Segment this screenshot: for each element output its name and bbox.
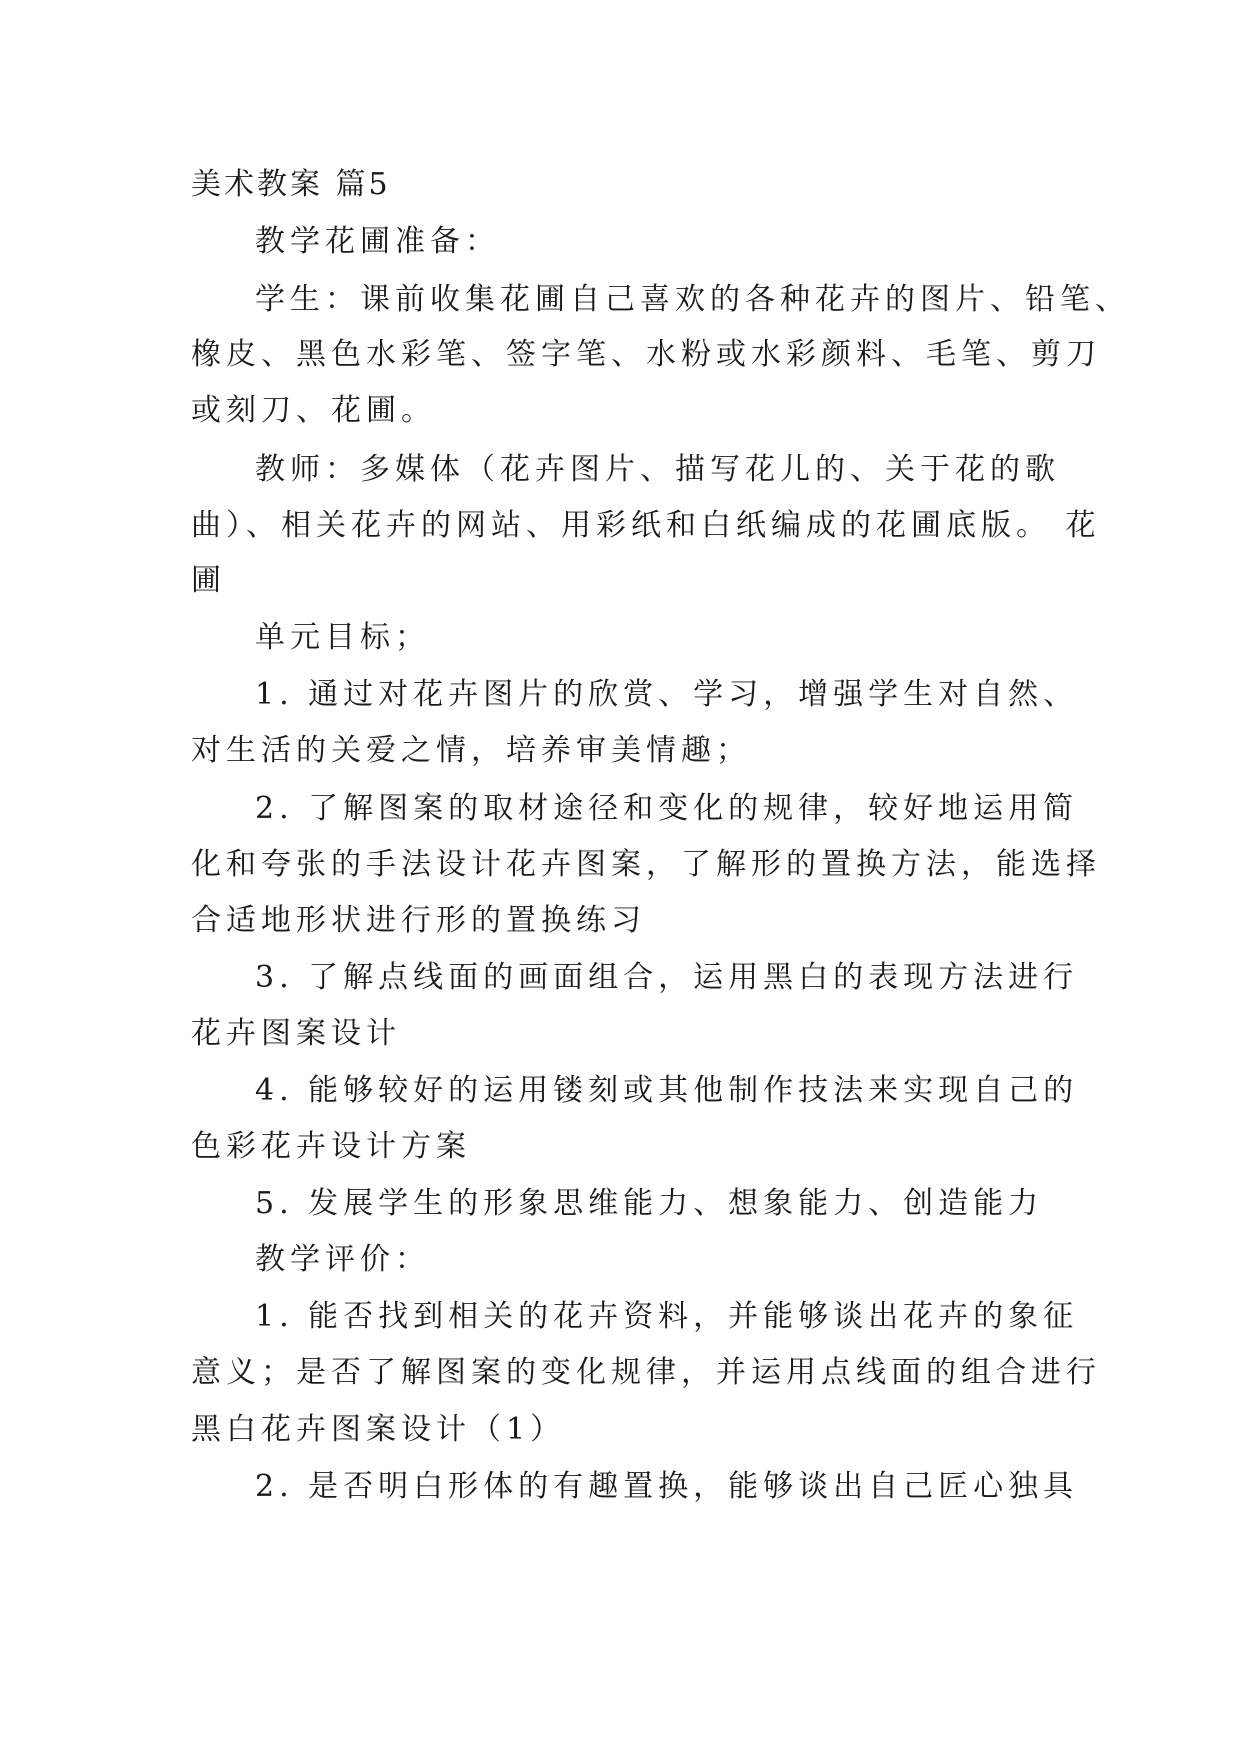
paragraph-line: 学生：课前收集花圃自己喜欢的各种花卉的图片、铅笔、	[255, 282, 1130, 317]
paragraph-line: 橡皮、黑色水彩笔、签字笔、水粉或水彩颜料、毛笔、剪刀	[191, 337, 1101, 372]
list-item-continuation: 化和夸张的手法设计花卉图案，了解形的置换方法，能选择	[191, 847, 1101, 882]
list-item-continuation: 对生活的关爱之情，培养审美情趣；	[191, 733, 751, 768]
paragraph-line: 教师：多媒体（花卉图片、描写花儿的、关于花的歌	[255, 452, 1060, 487]
section-heading-evaluation: 教学评价：	[255, 1242, 430, 1277]
list-item: 4. 能够较好的运用镂刻或其他制作技法来实现自己的	[255, 1073, 1079, 1108]
paragraph-line: 圃	[191, 563, 226, 598]
list-item: 2. 是否明白形体的有趣置换，能够谈出自己匠心独具	[255, 1469, 1079, 1504]
paragraph-line: 或刻刀、花圃。	[191, 393, 436, 428]
list-item: 2. 了解图案的取材途径和变化的规律，较好地运用简	[255, 791, 1079, 826]
paragraph-line: 曲）、相关花卉的网站、用彩纸和白纸编成的花圃底版。 花	[191, 508, 1101, 543]
list-item: 3. 了解点线面的画面组合，运用黑白的表现方法进行	[255, 960, 1079, 995]
list-item: 5. 发展学生的形象思维能力、想象能力、创造能力	[255, 1186, 1044, 1221]
section-heading-materials: 教学花圃准备：	[255, 224, 500, 259]
list-item-continuation: 花卉图案设计	[191, 1016, 401, 1051]
section-heading-goals: 单元目标；	[255, 620, 430, 655]
list-item: 1. 能否找到相关的花卉资料，并能够谈出花卉的象征	[255, 1299, 1079, 1334]
list-item: 1. 通过对花卉图片的欣赏、学习，增强学生对自然、	[255, 677, 1079, 712]
list-item-continuation: 意义；是否了解图案的变化规律，并运用点线面的组合进行	[191, 1355, 1101, 1390]
list-item-continuation: 色彩花卉设计方案	[191, 1129, 471, 1164]
document-title: 美术教案 篇5	[191, 167, 391, 202]
list-item-continuation: 合适地形状进行形的置换练习	[191, 903, 646, 938]
list-item-continuation: 黑白花卉图案设计（1）	[191, 1412, 566, 1447]
